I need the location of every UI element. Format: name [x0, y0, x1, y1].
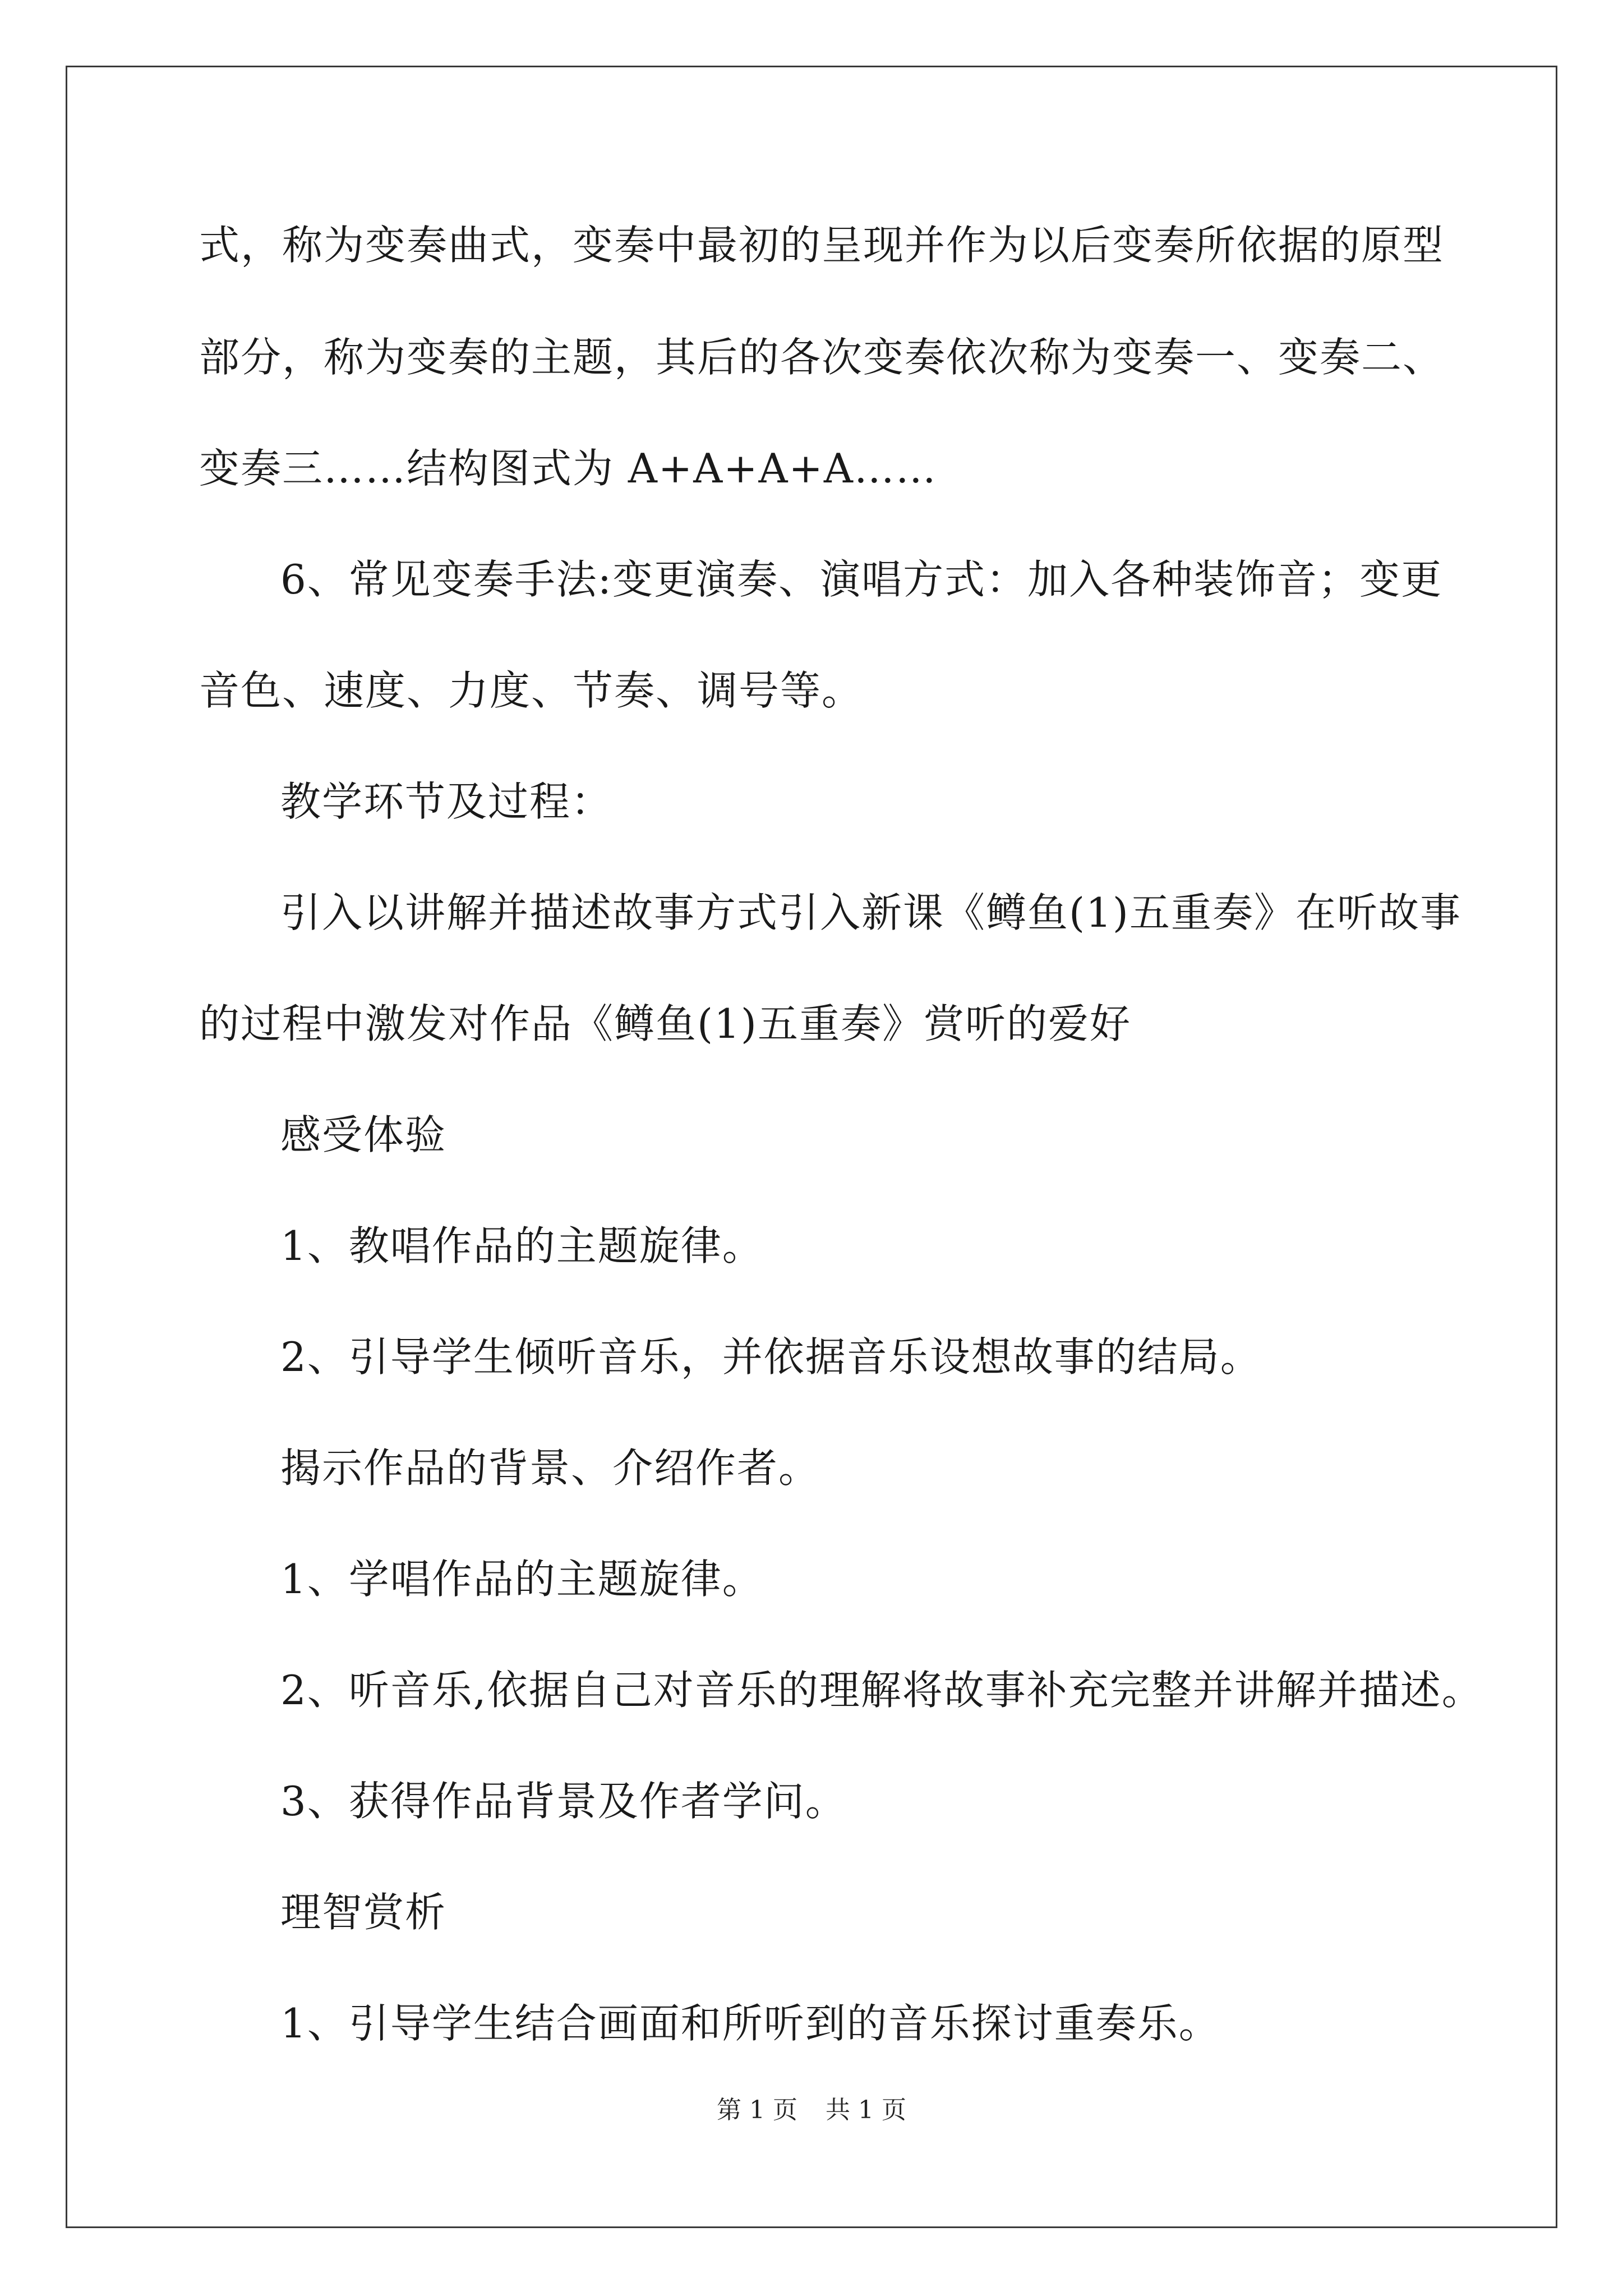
page-total: 共 1 页	[826, 2096, 906, 2124]
list-item: 1、学唱作品的主题旋律。	[280, 1556, 764, 1603]
paragraph-line: 的过程中激发对作品《鳟鱼(1)五重奏》赏听的爱好	[199, 1000, 1131, 1047]
paragraph-line: 引入以讲解并描述故事方式引入新课《鳟鱼(1)五重奏》在听故事	[280, 889, 1461, 936]
paragraph-line: 部分，称为变奏的主题，其后的各次变奏依次称为变奏一、变奏二、	[199, 334, 1445, 381]
list-item: 3、获得作品背景及作者学问。	[280, 1778, 847, 1825]
paragraph-line: 式，称为变奏曲式，变奏中最初的呈现并作为以后变奏所依据的原型	[199, 222, 1445, 269]
paragraph-line: 6、常见变奏手法:变更演奏、演唱方式：加入各种装饰音；变更	[280, 556, 1443, 603]
list-item: 2、听音乐,依据自己对音乐的理解将故事补充完整并讲解并描述。	[280, 1667, 1483, 1714]
list-item: 1、引导学生结合画面和所听到的音乐探讨重奏乐。	[280, 2000, 1220, 2047]
section-heading: 教学环节及过程：	[280, 778, 613, 825]
list-item: 1、教唱作品的主题旋律。	[280, 1222, 764, 1269]
page-number: 第 1 页	[717, 2096, 797, 2124]
paragraph-line: 音色、速度、力度、节奏、调号等。	[199, 667, 864, 714]
section-heading: 揭示作品的背景、介绍作者。	[280, 1444, 820, 1492]
paragraph-line: 变奏三……结构图式为 A+A+A+A……	[199, 445, 937, 492]
list-item: 2、引导学生倾听音乐，并依据音乐设想故事的结局。	[280, 1333, 1262, 1381]
page-footer	[0, 2093, 1623, 2127]
section-heading: 理智赏析	[280, 1889, 447, 1936]
section-heading: 感受体验	[280, 1111, 447, 1158]
